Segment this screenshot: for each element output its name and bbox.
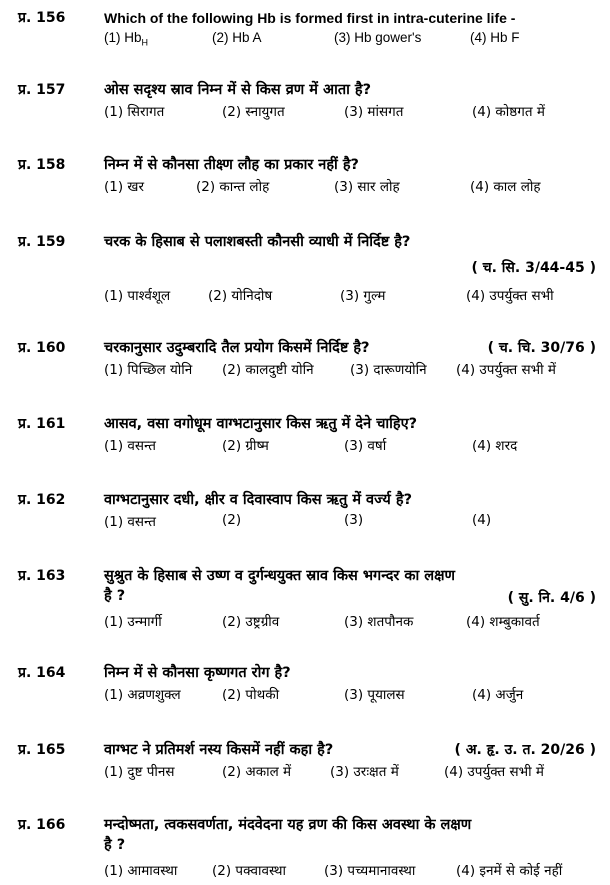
question-text: Which of the following Hb is formed first in intra-cuterine life - (104, 10, 516, 26)
options (104, 102, 596, 122)
question-text: निम्न में से कौनसा तीक्ष्ण लौह का प्रकार नहीं है? (104, 157, 359, 173)
option-2: (2) Hb A (212, 30, 262, 45)
option-4: (4) उपर्युक्त सभी में (444, 764, 545, 780)
question-text: वाग्भट ने प्रतिमर्श नस्य किसमें नहीं कहा है? (104, 742, 334, 758)
question-number: प्र. 165 (18, 742, 66, 758)
option-4: (4) Hb F (470, 30, 520, 45)
option-3: (3) Hb gower's (334, 30, 422, 45)
option-4: (4) काल लोह (470, 179, 541, 195)
reference: ( च. सि. 3/44-45 ) (471, 260, 596, 276)
options (104, 762, 596, 782)
option-3: (3) शतपौनक (344, 614, 414, 630)
question-text: चरकानुसार उदुम्बरादि तैल प्रयोग किसमें निर्दिष्ट है? (104, 340, 370, 356)
option-4: (4) (472, 512, 492, 528)
options (104, 612, 596, 632)
option-3: (3) दारूणयोनि (350, 362, 427, 378)
options (104, 861, 596, 881)
option-2: (2) पोथकी (222, 687, 280, 703)
question-number: प्र. 158 (18, 157, 66, 173)
options (104, 685, 596, 705)
option-3: (3) वर्षा (344, 438, 387, 454)
options (104, 436, 596, 456)
option-3: (3) सार लोह (334, 179, 400, 195)
option-1: (1) उन्मार्गी (104, 614, 162, 630)
option-4: (4) उपर्युक्त सभी में (456, 362, 557, 378)
option-4: (4) कोष्ठगत में (472, 104, 545, 120)
question-number: प्र. 163 (18, 568, 66, 584)
option-3: (3) मांसगत (344, 104, 404, 120)
options (104, 512, 596, 532)
question-text: मन्दोष्मता, त्वकसवर्णता, मंदवेदना यह व्रण की किस अवस्था के लक्षण है ? (104, 817, 472, 853)
option-2: (2) अकाल में (222, 764, 292, 780)
option-1: (1) खर (104, 179, 144, 195)
option-1: (1) वसन्त (104, 514, 156, 530)
question-text: ओस सदृश्य स्राव निम्न में से किस व्रण में आता है? (104, 82, 372, 98)
option-2: (2) (222, 512, 242, 528)
option-2: (2) स्नायुगत (222, 104, 285, 120)
option-1: (1) $Hb_H$ (104, 30, 149, 48)
question-number: प्र. 166 (18, 817, 66, 833)
option-4: (4) इनमें से कोई नहीं (456, 863, 563, 879)
option-2: (2) ग्रीष्म (222, 438, 269, 454)
question-number: प्र. 161 (18, 416, 66, 432)
option-2: (2) कालदुष्टी योनि (222, 362, 314, 378)
question-text: सुश्रुत के हिसाब से उष्ण व दुर्गन्धयुक्त स्राव किस भगन्दर का लक्षण है ? (104, 568, 456, 604)
question-number: प्र. 162 (18, 492, 66, 508)
option-1: (1) सिरागत (104, 104, 165, 120)
option-2: (2) उष्ट्रग्रीव (222, 614, 280, 630)
option-2: (2) कान्त लोह (196, 179, 270, 195)
option-2: (2) योनिदोष (208, 288, 273, 304)
options (104, 30, 596, 50)
options (104, 286, 596, 306)
options (104, 360, 596, 380)
option-3: (3) गुल्म (340, 288, 386, 304)
option-3: (3) (344, 512, 364, 528)
question-text: निम्न में से कौनसा कृष्णगत रोग है? (104, 665, 291, 681)
option-1: (1) दुष्ट पीनस (104, 764, 175, 780)
reference: ( च. चि. 30/76 ) (487, 340, 596, 356)
option-4: (4) अर्जुन (472, 687, 524, 703)
option-1: (1) पिच्छिल योनि (104, 362, 193, 378)
option-3: (3) उरःक्षत में (330, 764, 399, 780)
option-1: (1) पार्श्वशूल (104, 288, 171, 304)
option-1: (1) अव्रणशुक्ल (104, 687, 181, 703)
question-number: प्र. 159 (18, 234, 66, 250)
option-4: (4) उपर्युक्त सभी (466, 288, 554, 304)
option-3: (3) पूयालस (344, 687, 405, 703)
option-2: (2) पक्वावस्था (212, 863, 287, 879)
question-number: प्र. 157 (18, 82, 66, 98)
option-4: (4) शरद (472, 438, 518, 454)
question-number: प्र. 156 (18, 10, 66, 26)
question-text: चरक के हिसाब से पलाशबस्ती कौनसी व्याधी में निर्दिष्ट है? (104, 234, 411, 250)
reference: ( अ. हृ. उ. त. 20/26 ) (454, 742, 596, 758)
options (104, 177, 596, 197)
question-number: प्र. 160 (18, 340, 66, 356)
option-1: (1) वसन्त (104, 438, 156, 454)
option-3: (3) पच्यमानावस्था (324, 863, 416, 879)
option-4: (4) शम्बुकावर्त (466, 614, 540, 630)
question-text: आसव, वसा वगोधूम वाग्भटानुसार किस ऋतु में देने चाहिए? (104, 416, 418, 432)
question-number: प्र. 164 (18, 665, 66, 681)
option-1: (1) आमावस्था (104, 863, 178, 879)
question-text: वाग्भटानुसार दधी, क्षीर व दिवास्वाप किस ऋतु में वर्ज्य है? (104, 492, 412, 508)
reference: ( सु. नि. 4/6 ) (507, 590, 596, 606)
